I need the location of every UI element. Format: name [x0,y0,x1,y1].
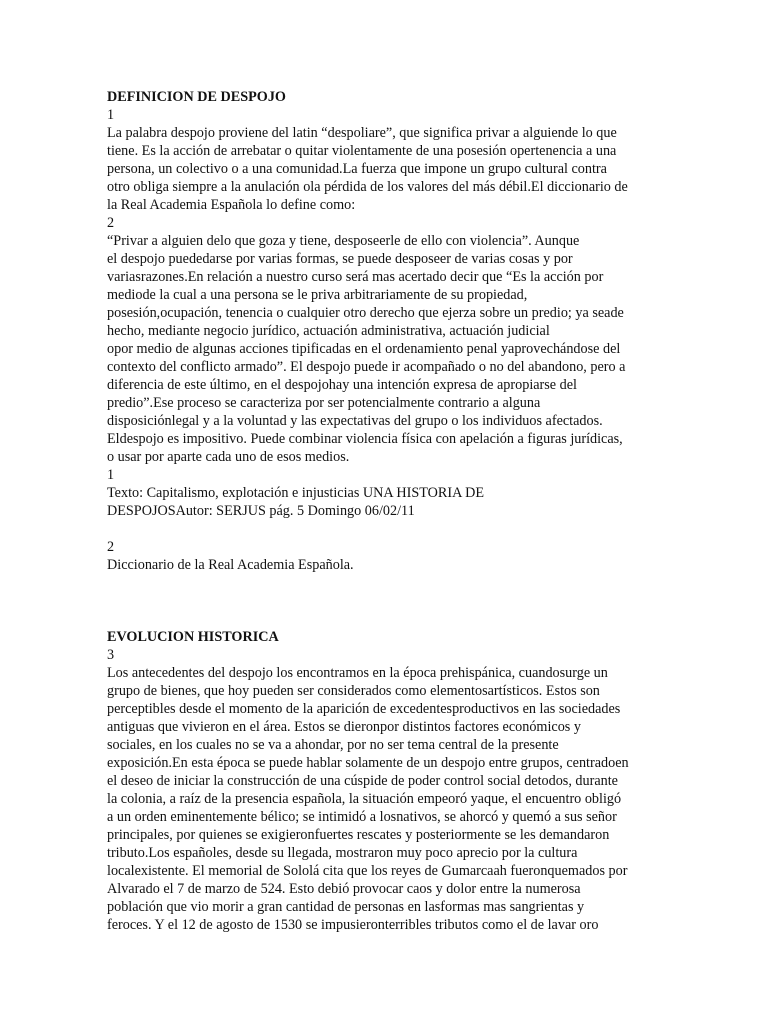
spacer [107,592,667,610]
footnote-text: DESPOJOSAutor: SERJUS pág. 5 Domingo 06/02/11 [107,503,415,519]
text-line: hecho, mediante negocio jurídico, actuación administrativa, actuación judicial [107,323,550,339]
text-line: tiene. Es la acción de arrebatar o quitar violentamente de una posesión opertenencia a una [107,143,617,159]
text-line: mediode la cual a una persona se le priva arbitrariamente de su propiedad, [107,287,528,303]
text-line: disposiciónlegal y a la voluntad y las expectativas del grupo o los individuos afectados. [107,413,603,429]
text-line: tributo.Los españoles, desde su llegada, mostraron muy poco aprecio por la cultura [107,845,578,861]
text-line: perceptibles desde el momento de la aparición de excedentesproductivos en las sociedades [107,701,621,717]
text-line: Eldespojo es impositivo. Puede combinar violencia física con apelación a figuras jurídicas, [107,431,623,447]
spacer [107,610,667,628]
text-line: persona, un colectivo o a una comunidad.La fuerza que impone un grupo cultural contra [107,161,607,177]
text-line: opor medio de algunas acciones tipificadas en el ordenamiento penal yaprovechándose del [107,341,621,357]
text-line: La palabra despojo proviene del latin “despoliare”, que significa privar a alguiende lo que [107,125,617,141]
text-line: sociales, en los cuales no se va a ahondar, por no ser tema central de la presente [107,737,559,753]
text-line: población que vio morir a gran cantidad de personas en lasformas mas sangrientas y [107,899,585,915]
text-line: el despojo puededarse por varias formas, se puede desposeer de varias cosas y por [107,251,573,267]
text-line: feroces. Y el 12 de agosto de 1530 se impusieronterribles tributos como el de lavar oro [107,917,599,933]
text-line: “Privar a alguien delo que goza y tiene, desposeerle de ello con violencia”. Aunque [107,233,580,249]
text-line: a un orden eminentemente bélico; se intimidó a losnativos, se ahorcó y quemó a sus señor [107,809,617,825]
spacer [107,574,667,592]
text-line: la Real Academia Española lo define como: [107,197,356,213]
section-body-definicion [107,106,667,466]
footnote-number: 2 [107,539,115,555]
text-line: localexistente. El memorial de Sololá cita que los reyes de Gumarcaah fueronquemados por [107,863,628,879]
text-line: Los antecedentes del despojo los encontramos en la época prehispánica, cuandosurge un [107,665,608,681]
text-line: contexto del conflicto armado”. El despojo puede ir acompañado o no del abandono, pero a [107,359,626,375]
text-line: predio”.Ese proceso se caracteriza por ser potencialmente contrario a alguna [107,395,541,411]
document-page [107,88,667,934]
text-line: o usar por aparte cada uno de esos medios. [107,449,350,465]
text-line: variasrazones.En relación a nuestro curso será mas acertado decir que “Es la acción por [107,269,604,285]
text-line: 1 [107,107,115,123]
spacer [107,520,667,538]
text-line: Alvarado el 7 de marzo de 524. Esto debió provocar caos y dolor entre la numerosa [107,881,581,897]
text-line: 2 [107,215,115,231]
section-heading-definicion: DEFINICION DE DESPOJO [107,89,286,105]
text-line: el deseo de iniciar la construcción de una cúspide de poder control social detodos, durante [107,773,618,789]
text-line: grupo de bienes, que hoy pueden ser considerados como elementosartísticos. Estos son [107,683,600,699]
text-line: antiguas que vivieron en el área. Estos se dieronpor distintos factores económicos y [107,719,581,735]
text-line: otro obliga siempre a la anulación ola pérdida de los valores del más débil.El diccionario de [107,179,628,195]
text-line: posesión,ocupación, tenencia o cualquier otro derecho que ejerza sobre un predio; ya seade [107,305,624,321]
footnote-text: Diccionario de la Real Academia Española. [107,557,354,573]
section-heading-evolucion: EVOLUCION HISTORICA [107,629,279,645]
text-line: diferencia de este último, en el despojohay una intención expresa de apropiarse del [107,377,577,393]
text-line: 3 [107,647,115,663]
section-body-evolucion [107,646,667,934]
footnote-text: Texto: Capitalismo, explotación e injusticias UNA HISTORIA DE [107,485,485,501]
text-line: principales, por quienes se exigieronfuertes rescates y posteriormente se les demandaron [107,827,610,843]
footnote-number: 1 [107,467,115,483]
text-line: la colonia, a raíz de la presencia española, la situación empeoró yaque, el encuentro obligó [107,791,622,807]
text-line: exposición.En esta época se puede hablar solamente de un despojo entre grupos, centradoen [107,755,629,771]
